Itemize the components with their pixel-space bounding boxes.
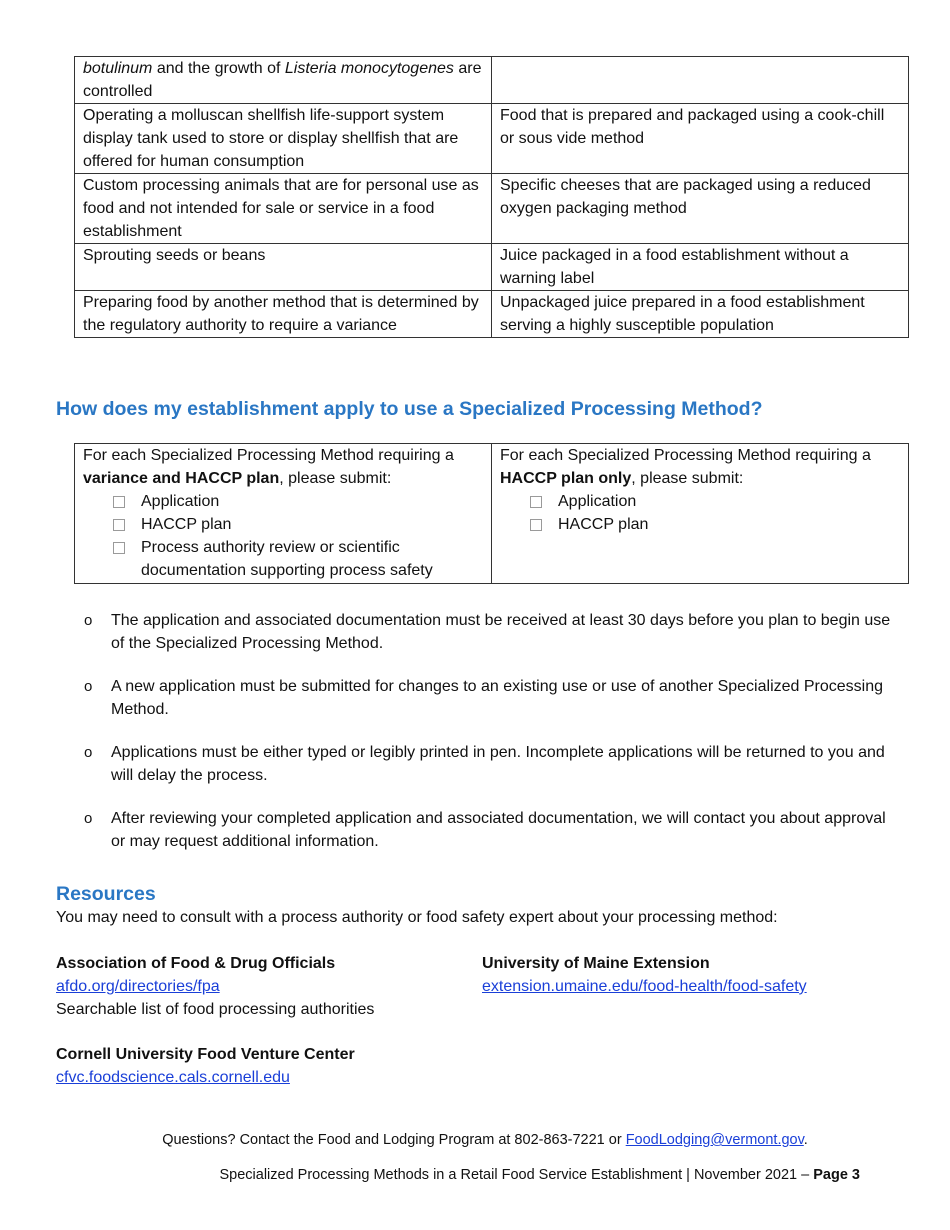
bullet-icon: o <box>84 678 93 695</box>
table-cell: Unpackaged juice prepared in a food establishment serving a highly susceptible population <box>492 291 909 338</box>
checklist-label: HACCP plan <box>141 516 232 533</box>
resources-heading: Resources <box>56 883 156 905</box>
resource-link[interactable]: cfvc.foodscience.cals.cornell.edu <box>56 1069 290 1086</box>
contact-line: Questions? Contact the Food and Lodging Program at 802-863-7221 or FoodLodging@vermont.gov. <box>162 1132 808 1148</box>
checkbox-icon[interactable] <box>113 519 125 531</box>
resource-link[interactable]: afdo.org/directories/fpa <box>56 978 220 995</box>
haccp-only-requirements-cell <box>492 444 909 584</box>
table-cell: Operating a molluscan shellfish life-support system display tank used to store or display shellfish that are offered for human consumption <box>75 104 492 174</box>
table-row <box>75 104 909 174</box>
document-info: Specialized Processing Methods in a Retail Food Service Establishment | November 2021 – <box>219 1167 814 1183</box>
bullet-text: Applications must be either typed or legibly printed in pen. Incomplete applications will be returned to you and will delay the process. <box>111 744 885 784</box>
processing-methods-table <box>74 56 909 338</box>
resource-cornell <box>56 1043 476 1089</box>
checklist-label: HACCP plan <box>558 516 649 533</box>
italic-text: botulinum <box>83 60 153 77</box>
table-cell: Sprouting seeds or beans <box>75 244 492 291</box>
table-row <box>75 444 909 584</box>
cell-text: and the growth of <box>152 60 285 77</box>
table-cell: Juice packaged in a food establishment without a warning label <box>492 244 909 291</box>
bullet-icon: o <box>84 810 93 827</box>
checklist-label: Process authority review or scientific documentation supporting process safety <box>141 539 433 579</box>
table-row <box>75 174 909 244</box>
bullet-text: After reviewing your completed application and associated documentation, we will contact you about approval or may request additional information. <box>111 810 886 850</box>
checklist-item[interactable] <box>83 490 483 513</box>
table-cell <box>75 57 492 104</box>
checklist-item[interactable] <box>83 536 483 582</box>
cell-text: are controlled <box>83 60 482 100</box>
list-item <box>84 609 894 655</box>
resource-afdo <box>56 952 456 1021</box>
checklist-item[interactable] <box>83 513 483 536</box>
bullet-text: A new application must be submitted for changes to an existing use or use of another Specialized Processing Method. <box>111 678 884 718</box>
resource-description: Searchable list of food processing authorities <box>56 1001 375 1018</box>
checklist-item[interactable] <box>500 513 900 536</box>
cell-intro: For each Specialized Processing Method requiring a HACCP plan only, please submit: <box>500 447 871 487</box>
italic-text: Listeria monocytogenes <box>284 60 454 77</box>
table-cell: Custom processing animals that are for personal use as food and not intended for sale or service in a food establishment <box>75 174 492 244</box>
resource-link[interactable]: extension.umaine.edu/food-health/food-safety <box>482 978 807 995</box>
bullet-text: The application and associated documentation must be received at least 30 days before you plan to begin use of the Specialized Processing Method. <box>111 612 891 652</box>
page-number: Page 3 <box>813 1167 860 1183</box>
table-row <box>75 291 909 338</box>
table-cell: Specific cheeses that are packaged using a reduced oxygen packaging method <box>492 174 909 244</box>
resource-name: University of Maine Extension <box>482 955 710 972</box>
list-item <box>84 741 894 787</box>
apply-heading: How does my establishment apply to use a Specialized Processing Method? <box>56 398 763 420</box>
resource-umaine <box>482 952 902 998</box>
page-footer <box>220 1165 861 1185</box>
contact-email-link[interactable]: FoodLodging@vermont.gov <box>625 1132 804 1148</box>
bullet-icon: o <box>84 744 93 761</box>
resources-intro: You may need to consult with a process authority or food safety expert about your processing method: <box>56 909 778 926</box>
requirements-table <box>74 443 909 584</box>
table-row <box>75 57 909 104</box>
checkbox-icon[interactable] <box>113 542 125 554</box>
resource-name: Association of Food & Drug Officials <box>56 955 336 972</box>
checklist-item[interactable] <box>500 490 900 513</box>
table-cell <box>492 57 909 104</box>
list-item <box>84 807 894 853</box>
checklist-label: Application <box>558 493 637 510</box>
table-row <box>75 244 909 291</box>
bullet-icon: o <box>84 612 93 629</box>
table-cell: Food that is prepared and packaged using a cook-chill or sous vide method <box>492 104 909 174</box>
table-cell: Preparing food by another method that is determined by the regulatory authority to require a variance <box>75 291 492 338</box>
variance-requirements-cell <box>75 444 492 584</box>
checkbox-icon[interactable] <box>113 496 125 508</box>
resource-name: Cornell University Food Venture Center <box>56 1046 355 1063</box>
checkbox-icon[interactable] <box>530 519 542 531</box>
checklist-label: Application <box>141 493 220 510</box>
cell-intro: For each Specialized Processing Method requiring a variance and HACCP plan, please submit: <box>83 447 454 487</box>
checkbox-icon[interactable] <box>530 496 542 508</box>
list-item <box>84 675 894 721</box>
